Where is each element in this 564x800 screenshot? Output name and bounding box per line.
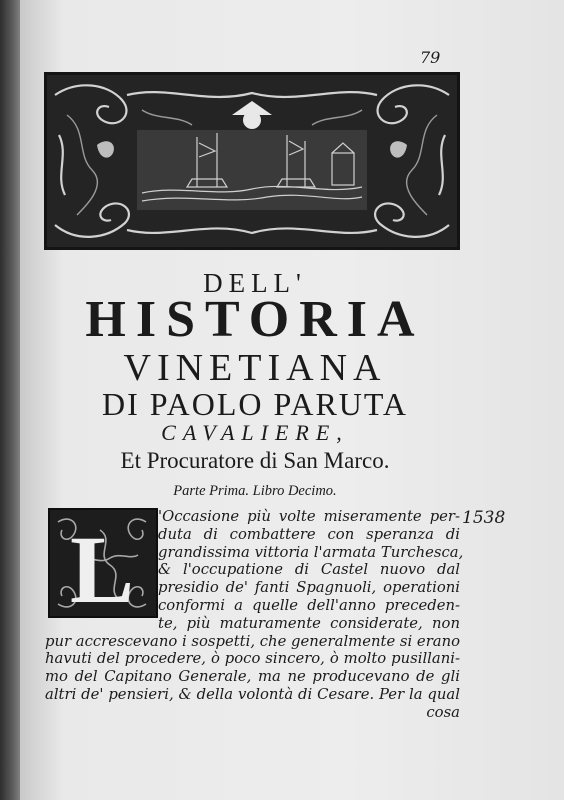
part-and-book-heading: Parte Prima. Libro Decimo. bbox=[173, 483, 337, 499]
body-line: altri de' pensieri, & della volontà di Cesare. Per la qual bbox=[45, 685, 460, 703]
headpiece-engraving-svg bbox=[47, 75, 457, 247]
engraved-headpiece-illustration bbox=[44, 72, 460, 250]
title-line-procuratore: Et Procuratore di San Marco. bbox=[120, 448, 390, 473]
page-number: 79 bbox=[420, 48, 441, 67]
body-line: pur accrescevano i sospetti, che generalmente si erano bbox=[45, 632, 461, 650]
body-line: & l'occupatione di Castel nuovo dal bbox=[158, 561, 460, 579]
title-line-historia: HISTORIA bbox=[85, 291, 425, 348]
catchword: cosa bbox=[426, 703, 460, 721]
book-page bbox=[20, 0, 564, 800]
title-line-cavaliere: CAVALIERE, bbox=[161, 420, 349, 445]
title-line-author: DI PAOLO PARUTA bbox=[101, 386, 408, 422]
title-line-vinetiana: VINETIANA bbox=[123, 347, 387, 389]
body-line: havuti del procedere, ò poco sincero, ò molto pusillani- bbox=[45, 650, 460, 668]
body-line: mo del Capitano Generale, ma ne producevano de gli bbox=[45, 668, 460, 686]
drop-cap-letter: L bbox=[70, 516, 135, 616]
body-line: presidio de' fanti Spagnuoli, operationi bbox=[158, 579, 460, 597]
book-spine-shadow bbox=[0, 0, 22, 800]
body-line: te, più maturamente considerate, non bbox=[158, 614, 460, 632]
margin-note-year: 1538 bbox=[462, 508, 506, 528]
title-line-dell: DELL' bbox=[203, 268, 307, 298]
body-line: 'Occasione più volte miseramente per- bbox=[158, 508, 460, 525]
body-line: duta di combattere con speranza di bbox=[158, 525, 460, 543]
body-text bbox=[45, 508, 464, 722]
body-line: conformi a quelle dell'anno preceden- bbox=[158, 596, 460, 614]
body-line: grandissima vittoria l'armata Turchesca, bbox=[158, 543, 464, 561]
